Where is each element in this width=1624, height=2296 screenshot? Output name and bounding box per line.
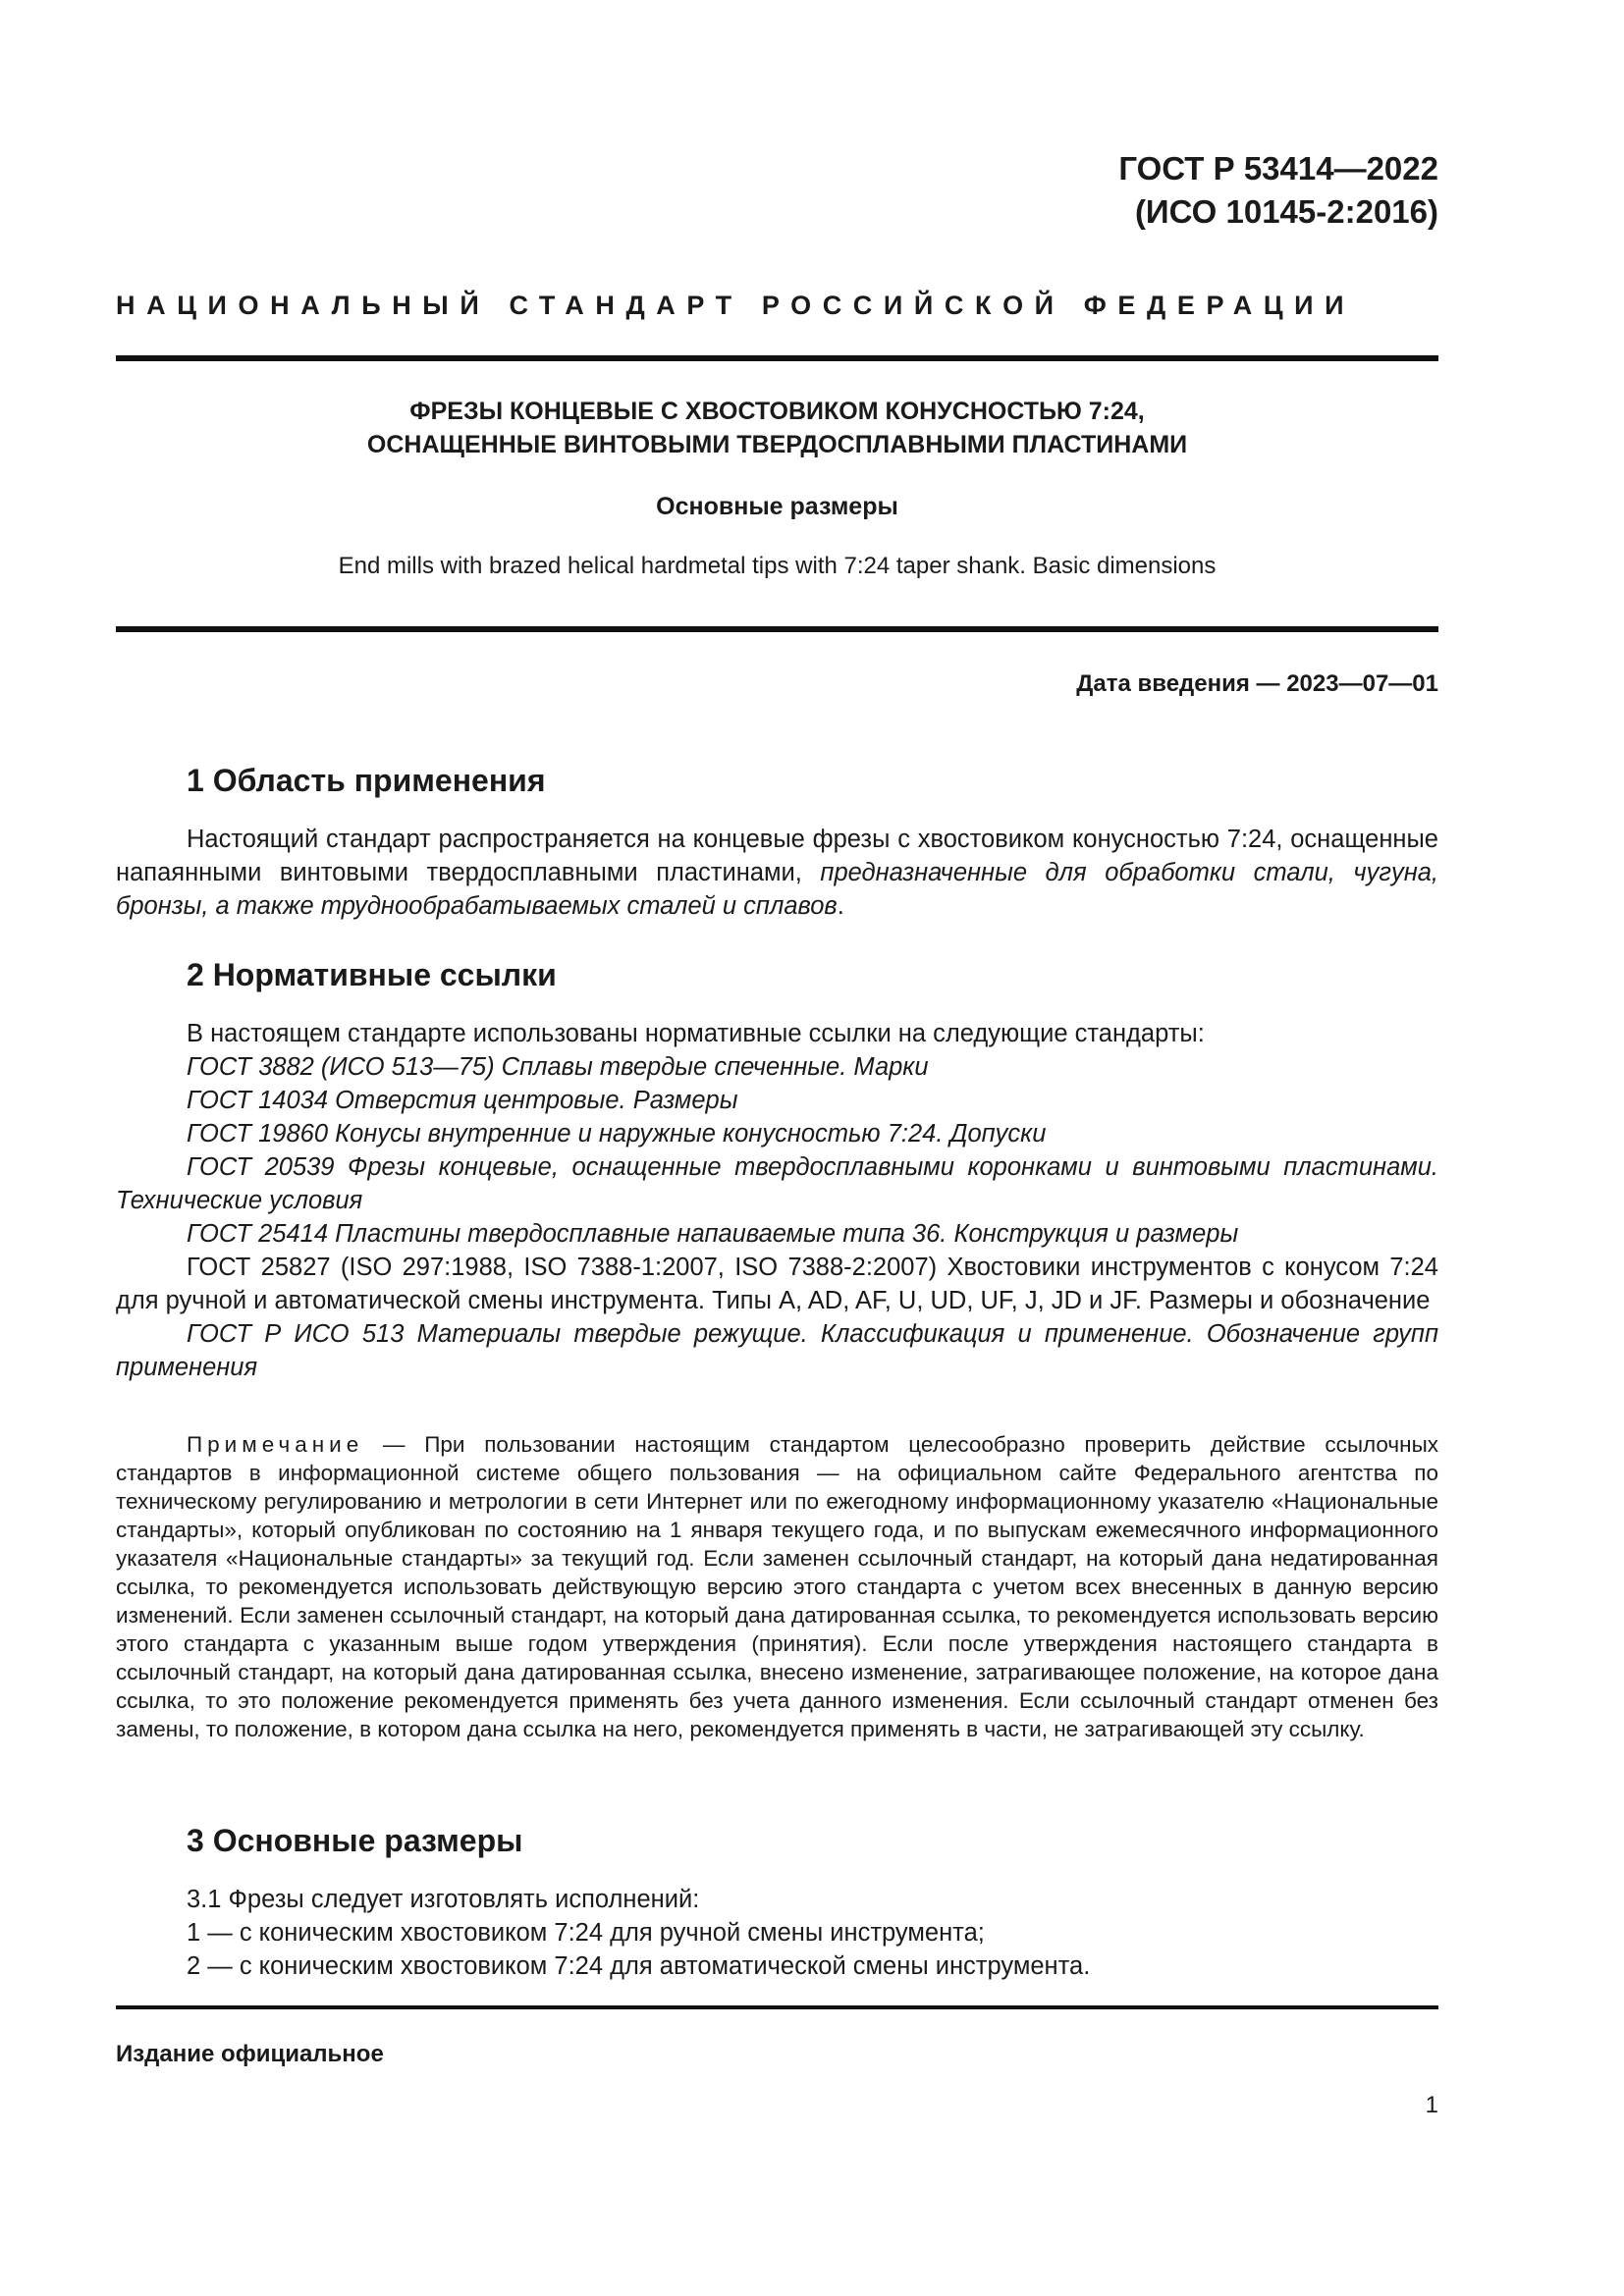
note-paragraph: [116, 1430, 1438, 1743]
standard-title-line1: ФРЕЗЫ КОНЦЕВЫЕ С ХВОСТОВИКОМ КОНУСНОСТЬЮ 7:24,: [409, 398, 1145, 425]
edition-label: Издание официальное: [116, 2041, 384, 2067]
standard-title: [116, 395, 1438, 461]
footer-divider: [116, 2005, 1438, 2009]
standard-subtitle: Основные размеры: [656, 493, 898, 520]
standard-code: [1118, 147, 1438, 234]
section-3-heading: 3 Основные размеры: [187, 1823, 523, 1858]
reference-item: ГОСТ Р ИСО 513 Материалы твердые режущие. Классификация и применение. Обозначение групп применения: [116, 1320, 1438, 1381]
reference-item: ГОСТ 25414 Пластины твердосплавные напаиваемые типа 36. Конструкция и размеры: [187, 1220, 1239, 1248]
section-3-list: [187, 1883, 1090, 1983]
references-intro: В настоящем стандарте использованы нормативные ссылки на следующие стандарты:: [187, 1020, 1205, 1047]
standard-code-line2: (ИСО 10145-2:2016): [1134, 193, 1438, 230]
standard-title-line2: ОСНАЩЕННЫЕ ВИНТОВЫМИ ТВЕРДОСПЛАВНЫМИ ПЛАСТИНАМИ: [366, 431, 1188, 458]
note-text: — При пользовании настоящим стандартом целесообразно проверить действие ссылочных стандартов в информационной системе общего пользования — на официальном сайте Федерального агентства по техническому регулированию и метрологии в сети Интернет или по ежегодному информационному указателю «Национальные стандарты», который опубликован по состоянию на 1 января текущего года, и по выпускам ежемесячного информационного указателя «Национальные стандарты» за текущий год. Если заменен ссылочный стандарт, на который дана недатированная ссылка, то рекомендуется использовать действующую версию этого стандарта с учетом всех внесенных в данную версию изменений. Если заменен ссылочный стандарт, на который дана датированная ссылка, то рекомендуется использовать версию этого стандарта с указанным выше годом утверждения (принятия). Если после утверждения настоящего стандарта в ссылочный стандарт, на который дана датированная ссылка, внесено изменение, затрагивающее положение, на которое дана ссылка, то это положение рекомендуется применять без учета данного изменения. Если ссылочный стандарт отменен без замены, то положение, в котором дана ссылка на него, рекомендуется применять в части, не затрагивающей эту ссылку.: [116, 1432, 1438, 1741]
reference-item: ГОСТ 20539 Фрезы концевые, оснащенные твердосплавными коронками и винтовыми пластинами. Технические условия: [116, 1153, 1438, 1214]
page-number: 1: [1425, 2092, 1438, 2118]
introduction-date: Дата введения — 2023—07—01: [1076, 670, 1438, 697]
document-page: [116, 0, 1438, 2296]
scope-text-end: .: [837, 892, 844, 920]
list-item: 1 — с коническим хвостовиком 7:24 для ручной смены инструмента;: [187, 1919, 985, 1947]
divider: [116, 626, 1438, 632]
section-1-text: [116, 823, 1438, 923]
list-item: 2 — с коническим хвостовиком 7:24 для автоматической смены инструмента.: [187, 1952, 1091, 1980]
reference-item: ГОСТ 3882 (ИСО 513—75) Сплавы твердые спеченные. Марки: [187, 1053, 929, 1081]
scope-text-italic: предназначенные для обработки стали, чугуна, бронзы, а также труднообрабатываемых сталей и сплавов: [116, 859, 1438, 920]
note-label: Примечание: [187, 1432, 364, 1457]
scope-text: Настоящий стандарт распространяется на концевые фрезы с хвостовиком конусностью 7:24, оснащенные напаянными винтовыми твердосплавными пластинами,: [116, 826, 1438, 886]
english-title: End mills with brazed helical hardmetal tips with 7:24 taper shank. Basic dimensions: [338, 553, 1217, 579]
reference-item: ГОСТ 25827 (ISO 297:1988, ISO 7388-1:2007, ISO 7388-2:2007) Хвостовики инструментов с конусом 7:24 для ручной и автоматической смены инструмента. Типы A, AD, AF, U, UD, UF, J, JD и JF. Размеры и обозначение: [116, 1254, 1438, 1314]
standard-code-line1: ГОСТ Р 53414—2022: [1118, 150, 1438, 187]
reference-item: ГОСТ 19860 Конусы внутренние и наружные конусностью 7:24. Допуски: [187, 1120, 1047, 1148]
divider: [116, 355, 1438, 361]
section-2-heading: 2 Нормативные ссылки: [187, 957, 557, 992]
national-standard-title: НАЦИОНАЛЬНЫЙ СТАНДАРТ РОССИЙСКОЙ ФЕДЕРАЦИИ: [116, 291, 1356, 320]
reference-item: ГОСТ 14034 Отверстия центровые. Размеры: [187, 1087, 738, 1114]
section-1-heading: 1 Область применения: [187, 763, 546, 798]
normative-references: [116, 1017, 1438, 1384]
list-item: 3.1 Фрезы следует изготовлять исполнений:: [187, 1886, 700, 1913]
